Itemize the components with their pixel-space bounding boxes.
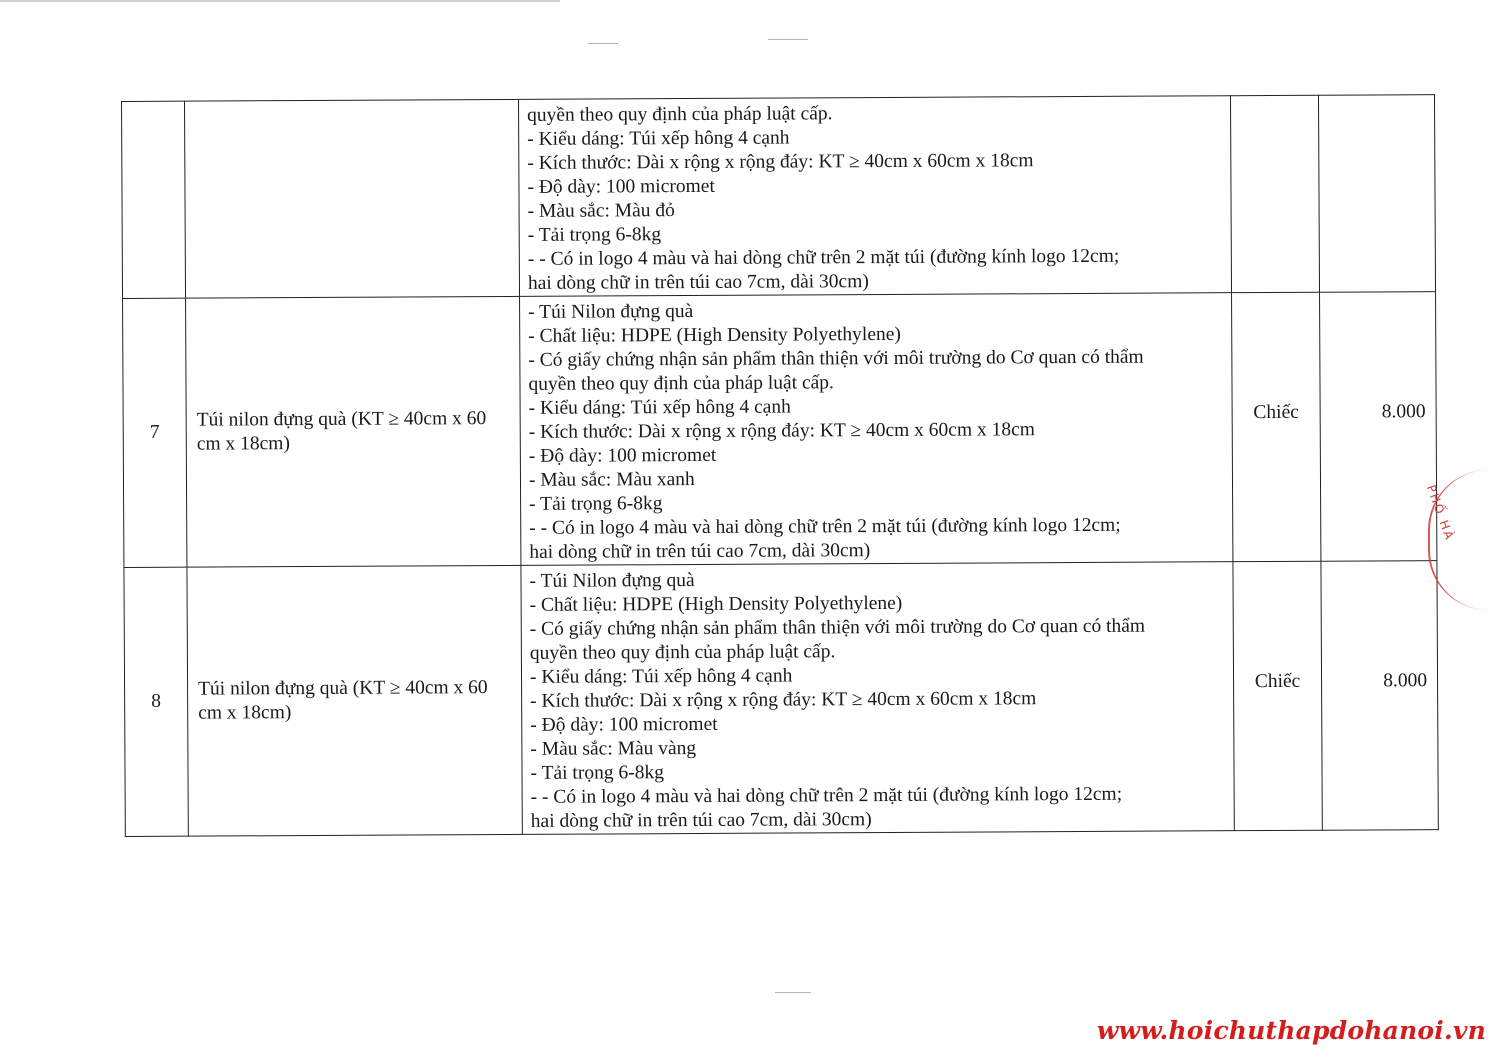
- description-line: quyền theo quy định của pháp luật cấp.: [527, 103, 833, 126]
- description-line: - - Có in logo 4 màu và hai dòng chữ trên 2 mặt túi (đường kính logo 12cm;: [529, 514, 1121, 539]
- unit-text: Chiếc: [1253, 401, 1299, 424]
- product-name-cell: [185, 99, 520, 298]
- product-name-cell: Túi nilon đựng quà (KT ≥ 40cm x 60 cm x 18cm): [186, 296, 521, 567]
- table-row: [122, 95, 1436, 299]
- scan-edge-line: [0, 0, 560, 2]
- description-line: - Màu sắc: Màu đỏ: [527, 200, 675, 222]
- stt-cell: 8: [124, 567, 188, 836]
- unit-cell: [1233, 561, 1322, 830]
- website-watermark: www.hoichuthapdohanoi.vn: [1096, 1016, 1486, 1045]
- table-row: [124, 561, 1438, 837]
- table-body: [122, 95, 1439, 837]
- quantity-text: 8.000: [1381, 401, 1426, 423]
- quantity-cell: [1318, 95, 1435, 293]
- product-spec-table: [121, 94, 1439, 837]
- description-line: quyền theo quy định của pháp luật cấp.: [528, 372, 834, 395]
- description-line: - Độ dày: 100 micromet: [530, 713, 718, 736]
- description-line: - Kích thước: Dài x rộng x rộng đáy: KT ≥ 40cm x 60cm x 18cm: [528, 419, 1035, 443]
- scan-speck: [775, 992, 811, 993]
- description-line: - - Có in logo 4 màu và hai dòng chữ trên 2 mặt túi (đường kính logo 12cm;: [527, 245, 1120, 270]
- description-line: quyền theo quy định của pháp luật cấp.: [529, 641, 836, 664]
- description-line: - Kích thước: Dài x rộng x rộng đáy: KT ≥ 40cm x 60cm x 18cm: [530, 688, 1037, 712]
- description-line: hai dòng chữ in trên túi cao 7cm, dài 30cm): [527, 271, 869, 294]
- description-cell: [520, 293, 1233, 566]
- description-line: - Kiểu dáng: Túi xếp hông 4 cạnh: [527, 127, 790, 150]
- description-line: - Màu sắc: Màu xanh: [528, 469, 695, 491]
- description-line: - Túi Nilon đựng quà: [528, 301, 694, 323]
- quantity-cell: [1320, 292, 1437, 562]
- table-row: [123, 292, 1437, 568]
- product-name-cell: Túi nilon đựng quà (KT ≥ 40cm x 60 cm x 18cm): [187, 565, 522, 836]
- description-line: - Có giấy chứng nhận sản phẩm thân thiện với môi trường do Cơ quan có thẩm: [529, 615, 1146, 640]
- description-line: - Độ dày: 100 micromet: [528, 444, 717, 467]
- scan-speck: [588, 43, 618, 44]
- description-line: - Kiểu dáng: Túi xếp hông 4 cạnh: [529, 665, 793, 688]
- unit-cell: [1232, 292, 1321, 561]
- description-line: - Chất liệu: HDPE (High Density Polyethylene): [528, 323, 901, 347]
- description-line: - Chất liệu: HDPE (High Density Polyethylene): [529, 592, 903, 616]
- description-line: - Tải trọng 6-8kg: [527, 224, 662, 246]
- scan-speck: [768, 39, 808, 40]
- stt-cell: [122, 101, 186, 298]
- stt-cell: 7: [123, 298, 187, 567]
- quantity-cell: [1321, 561, 1438, 831]
- description-line: - - Có in logo 4 màu và hai dòng chữ trên 2 mặt túi (đường kính logo 12cm;: [530, 783, 1123, 808]
- description-line: - Có giấy chứng nhận sản phẩm thân thiện với môi trường do Cơ quan có thẩm: [528, 346, 1144, 371]
- stamp-fragment-text: PHỐ HÀ: [1423, 482, 1458, 544]
- description-line: - Độ dày: 100 micromet: [527, 175, 715, 198]
- description-line: hai dòng chữ in trên túi cao 7cm, dài 30cm): [530, 809, 872, 832]
- description-line: - Túi Nilon đựng quà: [529, 570, 695, 592]
- unit-text: Chiếc: [1254, 670, 1301, 693]
- description-cell: [521, 562, 1234, 835]
- description-line: - Tải trọng 6-8kg: [529, 493, 663, 515]
- description-line: - Màu sắc: Màu vàng: [530, 737, 697, 760]
- description-line: - Tải trọng 6-8kg: [530, 762, 664, 784]
- description-cell: [518, 96, 1231, 297]
- description-line: - Kích thước: Dài x rộng x rộng đáy: KT ≥ 40cm x 60cm x 18cm: [527, 150, 1034, 174]
- description-line: - Kiểu dáng: Túi xếp hông 4 cạnh: [528, 396, 791, 419]
- unit-cell: [1230, 95, 1319, 292]
- quantity-text: 8.000: [1383, 670, 1428, 692]
- description-line: hai dòng chữ in trên túi cao 7cm, dài 30cm): [529, 540, 871, 563]
